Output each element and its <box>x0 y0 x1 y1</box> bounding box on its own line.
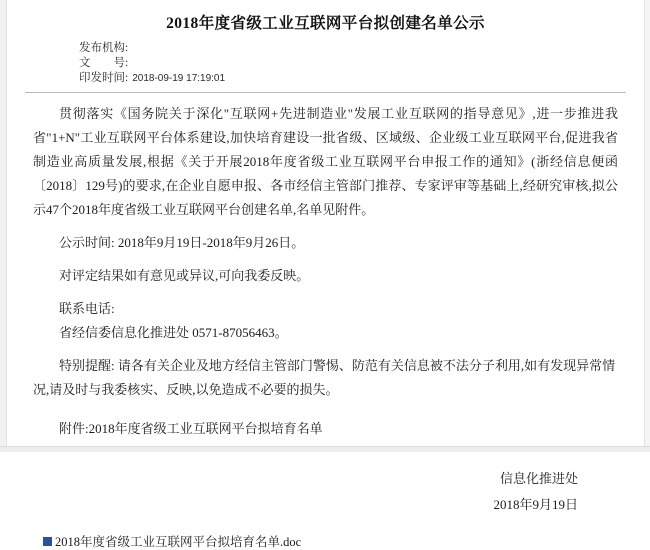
page-left-edge <box>0 0 7 452</box>
meta-row-publisher <box>79 41 644 56</box>
page-title: 2018年度省级工业互联网平台拟创建名单公示 <box>166 15 485 32</box>
meta-row-issuetime <box>79 71 644 86</box>
signature-department: 信息化推进处 <box>499 471 578 486</box>
main-paragraph <box>33 102 618 222</box>
meta-label-docnumber: 文 号: <box>79 57 129 69</box>
paragraph-intro: 贯彻落实《国务院关于深化"互联网+先进制造业"发展工业互联网的指导意见》,进一步推进我省"1+N"工业互联网平台体系建设,加快培育建设一批省级、区域级、企业级工业互联网平台,促进我省制造业高质量发展,根据《关于开展2018年度省级工业互联网平台申报工作的通知》(浙经信息便函〔2018〕129号)的要求,在企业自愿申报、各市经信主管部门推荐、专家评审等基础上,经研究审核,拟公示47个2018年度省级工业互联网平台创建名单,名单见附件。 <box>33 106 618 217</box>
paragraph-contact-label: 联系电话: <box>59 301 115 316</box>
meta-label-publisher: 发布机构: <box>79 42 129 54</box>
doc-file-icon <box>43 537 52 546</box>
contact-block <box>33 297 618 345</box>
document-meta <box>7 41 644 86</box>
page-bottom-edge <box>0 446 650 452</box>
header-divider <box>25 92 626 93</box>
notice-period-block <box>33 231 618 255</box>
attachment-file-row[interactable] <box>43 532 644 550</box>
attachment-line: 附件:2018年度省级工业互联网平台拟培育名单 <box>59 421 323 436</box>
meta-label-issuetime: 印发时间: <box>79 72 129 84</box>
feedback-block <box>33 264 618 288</box>
meta-row-docnumber <box>79 56 644 71</box>
paragraph-warning: 特别提醒: 请各有关企业及地方经信主管部门警惕、防范有关信息被不法分子利用,如有发现异常情况,请及时与我委核实、反映,以免造成不必要的损失。 <box>33 358 616 397</box>
warning-block <box>33 354 618 402</box>
signature-block <box>7 466 578 518</box>
paragraph-contact-number: 省经信委信息化推进处 0571-87056463。 <box>59 325 288 340</box>
attachment-file-link[interactable]: 2018年度省级工业互联网平台拟培育名单.doc <box>55 535 302 549</box>
paragraph-notice-period: 公示时间: 2018年9月19日-2018年9月26日。 <box>59 235 305 250</box>
paragraph-feedback: 对评定结果如有意见或异议,可向我委反映。 <box>59 268 310 283</box>
document-content <box>7 0 644 549</box>
page-right-edge <box>644 0 650 452</box>
meta-value-issuetime: 2018-09-19 17:19:01 <box>132 73 226 84</box>
signature-date: 2018年9月19日 <box>493 497 578 512</box>
